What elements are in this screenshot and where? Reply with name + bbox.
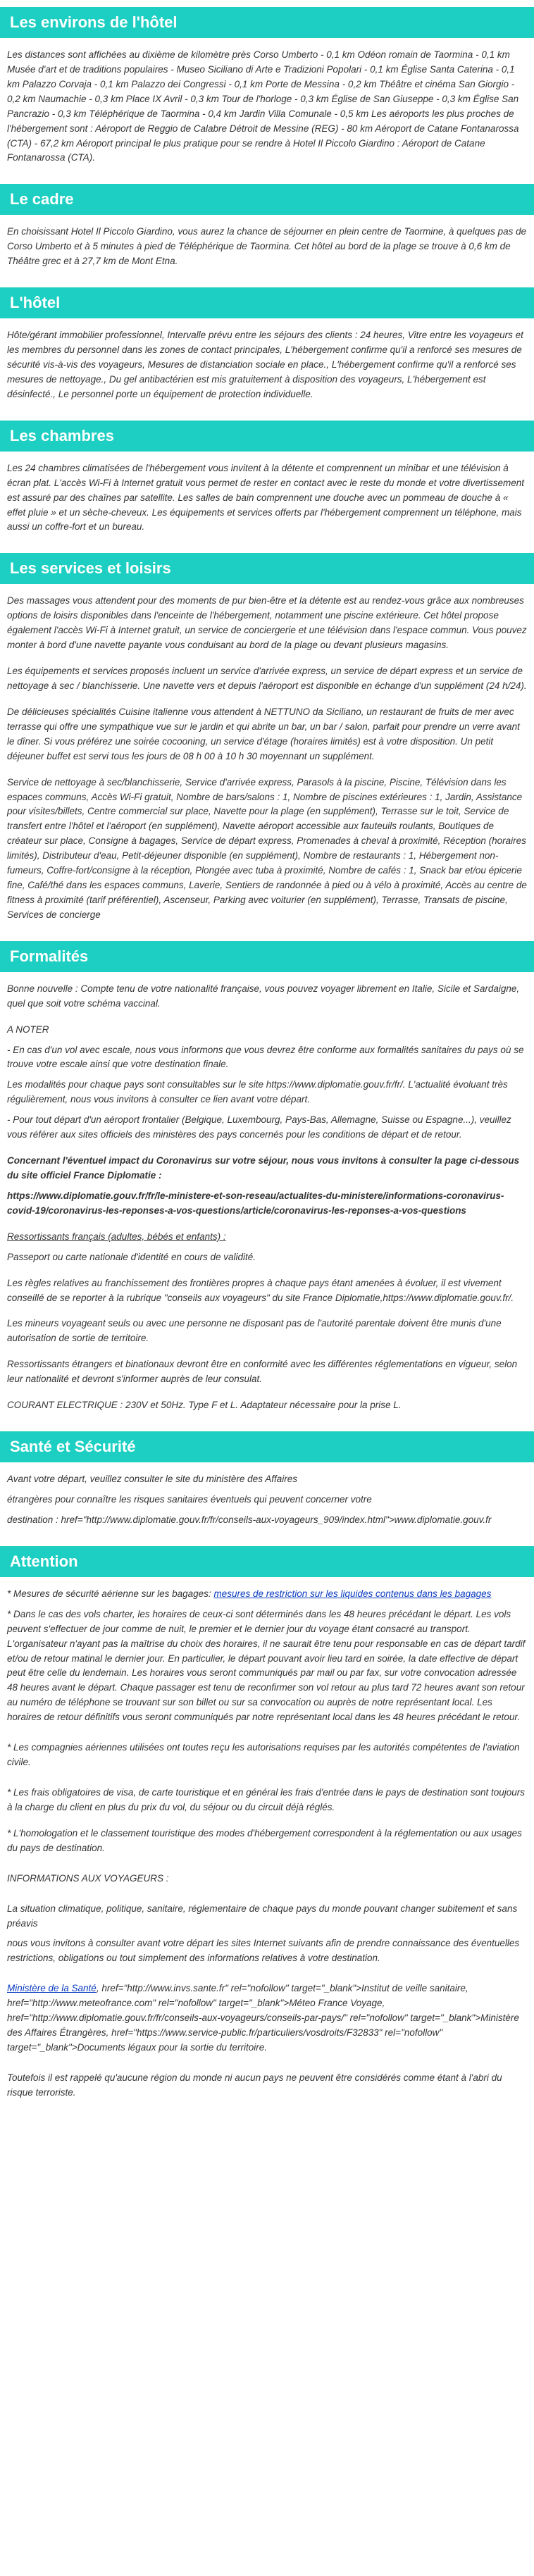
paragraph: Hôte/gérant immobilier professionnel, Intervalle prévu entre les séjours des clients : 24 heures, Vitre entre les voyageurs et les membres du personnel dans les zones de contact principales, L'hébergement confirme qu'il a renforcé ses mesures de sécurité vis-à-vis des voyageurs, Mesures de distanciation sociale en place., L'hébergement confirme qu'il a renforcé ses mesures de nettoyage., Du gel antibactérien est mis gratuitement à disposition des voyageurs, L'hébergement est désinfecté., Le personnel porte un équipement de protection individuelle. [7, 330, 523, 399]
section-environs [0, 7, 534, 166]
section-title: L'hôtel [10, 294, 61, 312]
paragraph: La situation climatique, politique, sanitaire, réglementaire de chaque pays du monde pouvant changer subitement et sans préavis [7, 1903, 518, 1929]
section-formalites [0, 941, 534, 1413]
section-header [0, 941, 534, 972]
paragraph: Les 24 chambres climatisées de l'hébergement vous invitent à la détente et comprennent un minibar et une télévision à écran plat. L'accès Wi-Fi à Internet gratuit vous permet de rester en contact avec le reste du monde et votre divertissement est assuré par des chaînes par satellite. Les salles de bain comprennent une douche avec un pommeau de douche à « effet pluie » et un sèche-cheveux. Les équipements et services offerts par l'hébergement comprennent un téléphone, mais aussi un coffre-fort et un bureau. [7, 462, 525, 533]
paragraph: Avant votre départ, veuillez consulter le site du ministère des Affaires [7, 1474, 297, 1485]
paragraph: Service de nettoyage à sec/blanchisserie, Service d'arrivée express, Parasols à la piscine, Piscine, Télévision dans les espaces communs, Accès Wi-Fi gratuit, Nombre de bars/salons : 1, Nombre de piscines extérieures : 1, Jardin, Assistance pour visites/billets, Centre commercial sur place, Navette pour la plage (en supplément), Terrasse sur le toit, Service de transfert entre l'hôtel et l'aéroport (en supplément), Navette aéroport accessible aux fauteuils roulants, Boutiques de créateur sur place, Consigne à bagages, Service de départ express, Promenades à cheval à proximité, Réception (horaires limités), Distributeur d'eau, Petit-déjeuner disponible (en supplément), Nombre de restaurants : 1, Hébergement non-fumeurs, Coffre-fort/consigne à la réception, Plongée avec tuba à proximité, Nombre de cafés : 1, Snack bar et/ou épicerie fine, Café/thé dans les espaces communs, Laverie, Sentiers de randonnée à pied ou à vélo à proximité, Accès au centre de fitness à proximité (tarif préférentiel), Ascenseur, Parking avec voiturier (en supplément), Terrasse, Transats de piscine, Services de concierge [7, 776, 527, 920]
paragraph-heading: INFORMATIONS AUX VOYAGEURS : [7, 1872, 169, 1884]
baggage-restrictions-link[interactable]: mesures de restriction sur les liquides contenus dans les bagages [213, 1588, 492, 1599]
paragraph-text: * Mesures de sécurité aérienne sur les bagages: [7, 1588, 211, 1599]
paragraph: Les distances sont affichées au dixième de kilomètre près Corso Umberto - 0,1 km Odéon romain de Taormina - 0,1 km Musée d'art et de traditions populaires - Museo Siciliano di Arte e Tradizioni Popolari - 0,1 km Église Santa Caterina - 0,1 km Palazzo Corvaja - 0,1 km Palazzo dei Congressi - 0,1 km Porte de Messina - 0,2 km Théâtre et cinéma San Giorgio - 0,2 km Naumachie - 0,3 km Place IX Avril - 0,3 km Tour de l'horloge - 0,3 km Église de San Giuseppe - 0,3 km Église San Pancrazio - 0,3 km Téléphérique de Taormina - 0,4 km Jardin Villa Comunale - 0,5 km Les aéroports les plus proches de l'hébergement sont : Aéroport de Reggio de Calabre Détroit de Messine (REG) - 80 km Aéroport de Catane Fontanarossa (CTA) - 67,2 km Aéroport principal le plus pratique pour se rendre à Hotel Il Piccolo Giardino : Aéroport de Catane Fontanarossa (CTA). [7, 49, 519, 163]
section-title: Les chambres [10, 426, 114, 444]
paragraph: Bonne nouvelle : Compte tenu de votre nationalité française, vous pouvez voyager librement en Italie, Sicile et Sardaigne, quel que soit votre schéma vaccinal. [7, 983, 520, 1009]
paragraph: * Les compagnies aériennes utilisées ont toutes reçu les autorisations requises par les autorités compétentes de l'aviation civile. [7, 1742, 520, 1768]
paragraph: nous vous invitons à consulter avant votre départ les sites Internet suivants afin de prendre connaissance des éventuelles restrictions, obligations ou tout simplement des informations relatives à votre destination. [7, 1938, 520, 1964]
section-header [0, 1546, 534, 1577]
paragraph: Les modalités pour chaque pays sont consultables sur le site https://www.diplomatie.gouv.fr/fr/. L'actualité évoluant très régulièrement, nous vous invitons à consulter ce lien avant votre départ. [7, 1079, 508, 1105]
paragraph: * Les frais obligatoires de visa, de carte touristique et en général les frais d'entrée dans le pays de destination sont toujours à la charge du client en plus du prix du vol, du séjour ou du circuit déjà réglés. [7, 1786, 526, 1812]
paragraph-bold: Concernant l'éventuel impact du Coronavirus sur votre séjour, nous vous invitons à consulter la page ci-dessous du site officiel France Diplomatie : [7, 1155, 520, 1181]
paragraph: - En cas d'un vol avec escale, nous vous informons que vous devrez être conforme aux formalités sanitaires du pays où se trouve votre escale ainsi que votre destination finale. [7, 1044, 524, 1070]
section-body [0, 215, 534, 269]
section-services-loisirs [0, 553, 534, 922]
paragraph-underline: Ressortissants français (adultes, bébés et enfants) : [7, 1231, 226, 1242]
paragraph: Ressortissants étrangers et binationaux devront être en conformité avec les différentes réglementations en vigueur, selon leur nationalité et devront s'informer auprès de leur consulat. [7, 1359, 518, 1385]
paragraph: COURANT ELECTRIQUE : 230V et 50Hz. Type F et L. Adaptateur nécessaire pour la prise L. [7, 1400, 402, 1411]
paragraph: * L'homologation et le classement touristique des modes d'hébergement correspondent à la réglementation ou aux usages du pays de destination. [7, 1827, 522, 1853]
section-attention [0, 1546, 534, 2101]
paragraph-text: href="http://www.invs.sante.fr" rel="nofollow" target="_blank">Institut de veille sanitaire, href="http://www.meteofrance.com" rel="nofollow" target="_blank">Méteo France Voyage, href="http://www.diplomatie.gouv.fr/fr/conseils-aux-voyageurs/conseils-par-pays/" rel="nofollow" target="_blank">Ministère des Affaires Étrangères, href="https://www.service-public.fr/particuliers/vosdroits/F32833" rel="nofollow" target="_blank">Documents légaux pour la sortie du territoire. [7, 1983, 519, 2053]
ministere-sante-link[interactable]: Ministère de la Santé [7, 1983, 97, 1994]
section-header [0, 1431, 534, 1462]
paragraph: Des massages vous attendent pour des moments de pur bien-être et la détente est au rendez-vous grâce aux nombreuses options de loisirs disponibles dans l'enceinte de l'hébergement, notamment une piscine extérieure. Cet hôtel propose également l'accès Wi-Fi à Internet gratuit, un service de conciergerie et une télévision dans l'espace commun. Vous pouvez monter à bord d'une navette payante vous conduisant au bord de la plage ou devant plusieurs magasins. [7, 595, 527, 651]
paragraph: Les mineurs voyageant seuls ou avec une personne ne disposant pas de l'autorité parentale doivent être munis d'une autorisation de sortie de territoire. [7, 1318, 502, 1344]
paragraph: Passeport ou carte nationale d'identité en cours de validité. [7, 1251, 256, 1262]
section-header [0, 553, 534, 584]
paragraph-heading: A NOTER [7, 1023, 49, 1035]
section-title: Le cadre [10, 190, 74, 209]
section-sante-securite [0, 1431, 534, 1528]
section-title: Les services et loisirs [10, 559, 171, 578]
section-body [0, 452, 534, 535]
paragraph: De délicieuses spécialités Cuisine italienne vous attendent à NETTUNO da Siciliano, un restaurant de fruits de mer avec terrasse qui offre une sympathique vue sur le jardin et qui abrite un bar, un bar / salon, parfait pour prendre un verre avant le dîner. Si vous préférez une soirée cocooning, un service d'étage (horaires limités) est à votre disposition. Un petit déjeuner buffet est servi tous les jours de 08 h 00 à 10 h 30 moyennant un supplément. [7, 706, 520, 761]
section-header [0, 421, 534, 452]
section-title: Les environs de l'hôtel [10, 13, 178, 31]
paragraph: - Pour tout départ d'un aéroport frontalier (Belgique, Luxembourg, Pays-Bas, Allemagne, Suisse ou Espagne...), veuillez vous référer aux sites officiels des ministères des pays concernés pour les conditions de départ et de retour. [7, 1114, 511, 1140]
paragraph: Les équipements et services proposés incluent un service d'arrivée express, un service de départ express et un service de nettoyage à sec / blanchisserie. Une navette vers et depuis l'aéroport est disponible en échange d'un supplément (24 h/24). [7, 666, 527, 691]
section-body [0, 38, 534, 166]
paragraph: En choisissant Hotel Il Piccolo Giardino, vous aurez la chance de séjourner en plein centre de Taormine, à quelques pas de Corso Umberto et à 5 minutes à pied de Téléphérique de Taormina. Cet hôtel au bord de la plage se trouve à 0,6 km de Théâtre grec et à 27,7 km de Mont Etna. [7, 226, 527, 267]
section-title: Attention [10, 1552, 78, 1570]
section-title: Formalités [10, 947, 89, 965]
section-header [0, 287, 534, 318]
paragraph: Ministère de la Santé, href="http://www.invs.sante.fr" rel="nofollow" target="_blank">Institut de veille sanitaire, href="http://www.meteofrance.com" rel="nofollow" target="_blank">Méteo France Voyage, href="http://www.diplomatie.gouv.fr/fr/conseils-aux-voyageurs/conseils-par-pays/" rel="nofollow" target="_blank">Ministère des Affaires Étrangères, href="https://www.service-public.fr/particuliers/vosdroits/F32833" rel="nofollow" target="_blank">Documents légaux pour la sortie du territoire. [7, 1983, 519, 2053]
section-body [0, 318, 534, 402]
section-hotel [0, 287, 534, 402]
diplomatie-covid-link-text: https://www.diplomatie.gouv.fr/fr/le-ministere-et-son-reseau/actualites-du-ministere/informations-coronavirus-covid-19/coronavirus-les-reponses-a-vos-questions/article/coronavirus-les-reponses-a-vos-questions [7, 1190, 504, 1216]
section-chambres [0, 421, 534, 535]
paragraph: * Dans le cas des vols charter, les horaires de ceux-ci sont déterminés dans les 48 heures précédant le départ. Les vols peuvent s'effectuer de jour comme de nuit, le premier et le dernier jour du voyage étant consacré au transport. L'organisateur n'ayant pas la maîtrise du choix des horaires, il ne saurait être tenu pour responsable en cas de départ tardif et/ou de retour matinal le dernier jour. En particulier, le départ pouvant avoir lieu tard en soirée, la date effective de départ peut être celle du lendemain. Les horaires vous seront communiqués par mail ou par fax, sur votre convocation adressée 48 heures avant le départ. Chaque passager est tenu de reconfirmer son vol retour au plus tard 72 heures avant son retour au numéro de téléphone se trouvant sur son billet ou sur sa convocation ou auprès de notre représentant local. Les horaires de retour définitifs vous seront communiqués par notre représentant local dans les 48 heures précédant le retour. [7, 1608, 526, 1723]
section-header [0, 7, 534, 38]
paragraph: étrangères pour connaître les risques sanitaires éventuels qui peuvent concerner votre [7, 1494, 372, 1505]
paragraph: Toutefois il est rappelé qu'aucune région du monde ni aucun pays ne peuvent être considérés comme étant à l'abri du risque terroriste. [7, 2072, 502, 2098]
section-body [0, 1462, 534, 1528]
paragraph [7, 1587, 527, 1602]
paragraph: Les règles relatives au franchissement des frontières propres à chaque pays étant amenées à évoluer, il est vivement conseillé de se reporter à la rubrique "conseils aux voyageurs" du site France Diplomatie,https://www.diplomatie.gouv.fr/. [7, 1277, 514, 1303]
section-body [0, 584, 534, 922]
paragraph: destination : href="http://www.diplomatie.gouv.fr/fr/conseils-aux-voyageurs_909/index.html">www.diplomatie.gouv.fr [7, 1514, 492, 1525]
section-cadre [0, 184, 534, 269]
section-header [0, 184, 534, 215]
section-body [0, 972, 534, 1413]
section-title: Santé et Sécurité [10, 1438, 136, 1456]
section-body [0, 1577, 534, 2101]
